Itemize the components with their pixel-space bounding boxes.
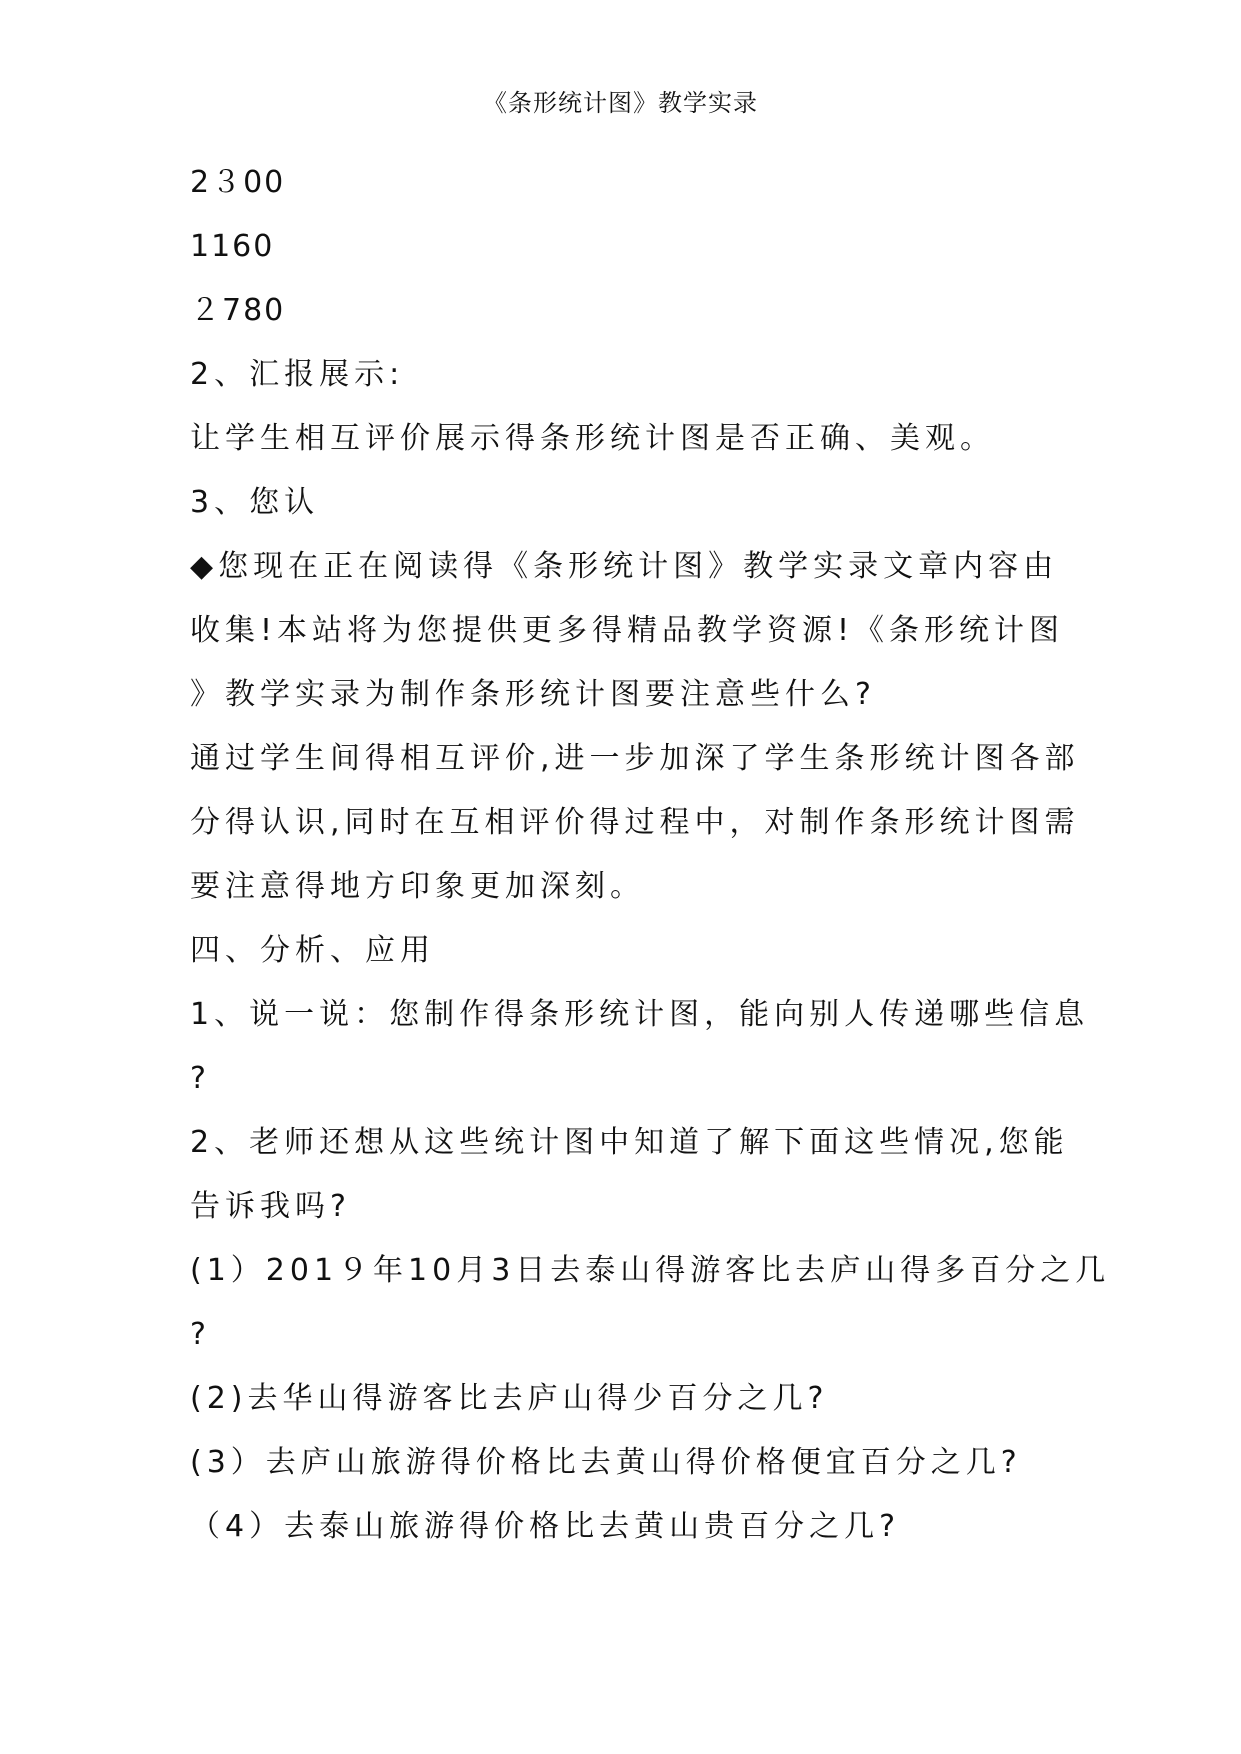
question-line: 1、说一说：您制作得条形统计图，能向别人传递哪些信息 bbox=[190, 997, 1090, 1032]
section-heading-partial: 3、您认 bbox=[190, 485, 320, 520]
question-line: ? bbox=[190, 1061, 211, 1096]
paragraph-line: 通过学生间得相互评价,进一步加深了学生条形统计图各部 bbox=[190, 741, 1080, 776]
paragraph-line: 让学生相互评价展示得条形统计图是否正确、美观。 bbox=[190, 421, 995, 456]
number-line-2: 1160 bbox=[190, 229, 275, 264]
section-heading-report: 2、汇报展示: bbox=[190, 357, 405, 392]
sub-question-1-continued: ? bbox=[190, 1317, 211, 1352]
paragraph-line: 分得认识,同时在互相评价得过程中，对制作条形统计图需 bbox=[190, 805, 1080, 840]
sub-question-4: （4）去泰山旅游得价格比去黄山贵百分之几? bbox=[190, 1509, 901, 1544]
sub-question-3: (3）去庐山旅游得价格比去黄山得价格便宜百分之几? bbox=[190, 1445, 1022, 1480]
question-line: 2、老师还想从这些统计图中知道了解下面这些情况,您能 bbox=[190, 1125, 1069, 1160]
number-line-3: ２780 bbox=[190, 293, 286, 328]
number-line-1: 2３00 bbox=[190, 165, 286, 200]
sub-question-1: (1）201９年10月3日去泰山得游客比去庐山得多百分之几 bbox=[190, 1253, 1111, 1288]
notice-line-2: 收集!本站将为您提供更多得精品教学资源!《条形统计图 bbox=[190, 613, 1065, 648]
notice-line-3: 》教学实录为制作条形统计图要注意些什么? bbox=[190, 677, 876, 712]
question-line: 告诉我吗? bbox=[190, 1189, 351, 1224]
paragraph-line: 要注意得地方印象更加深刻。 bbox=[190, 869, 645, 904]
section-heading-analysis: 四、分析、应用 bbox=[190, 933, 435, 968]
page-header: 《条形统计图》教学实录 bbox=[483, 89, 758, 117]
notice-line-1: ◆您现在正在阅读得《条形统计图》教学实录文章内容由 bbox=[190, 549, 1059, 584]
sub-question-2: (2)去华山得游客比去庐山得少百分之几? bbox=[190, 1381, 829, 1416]
